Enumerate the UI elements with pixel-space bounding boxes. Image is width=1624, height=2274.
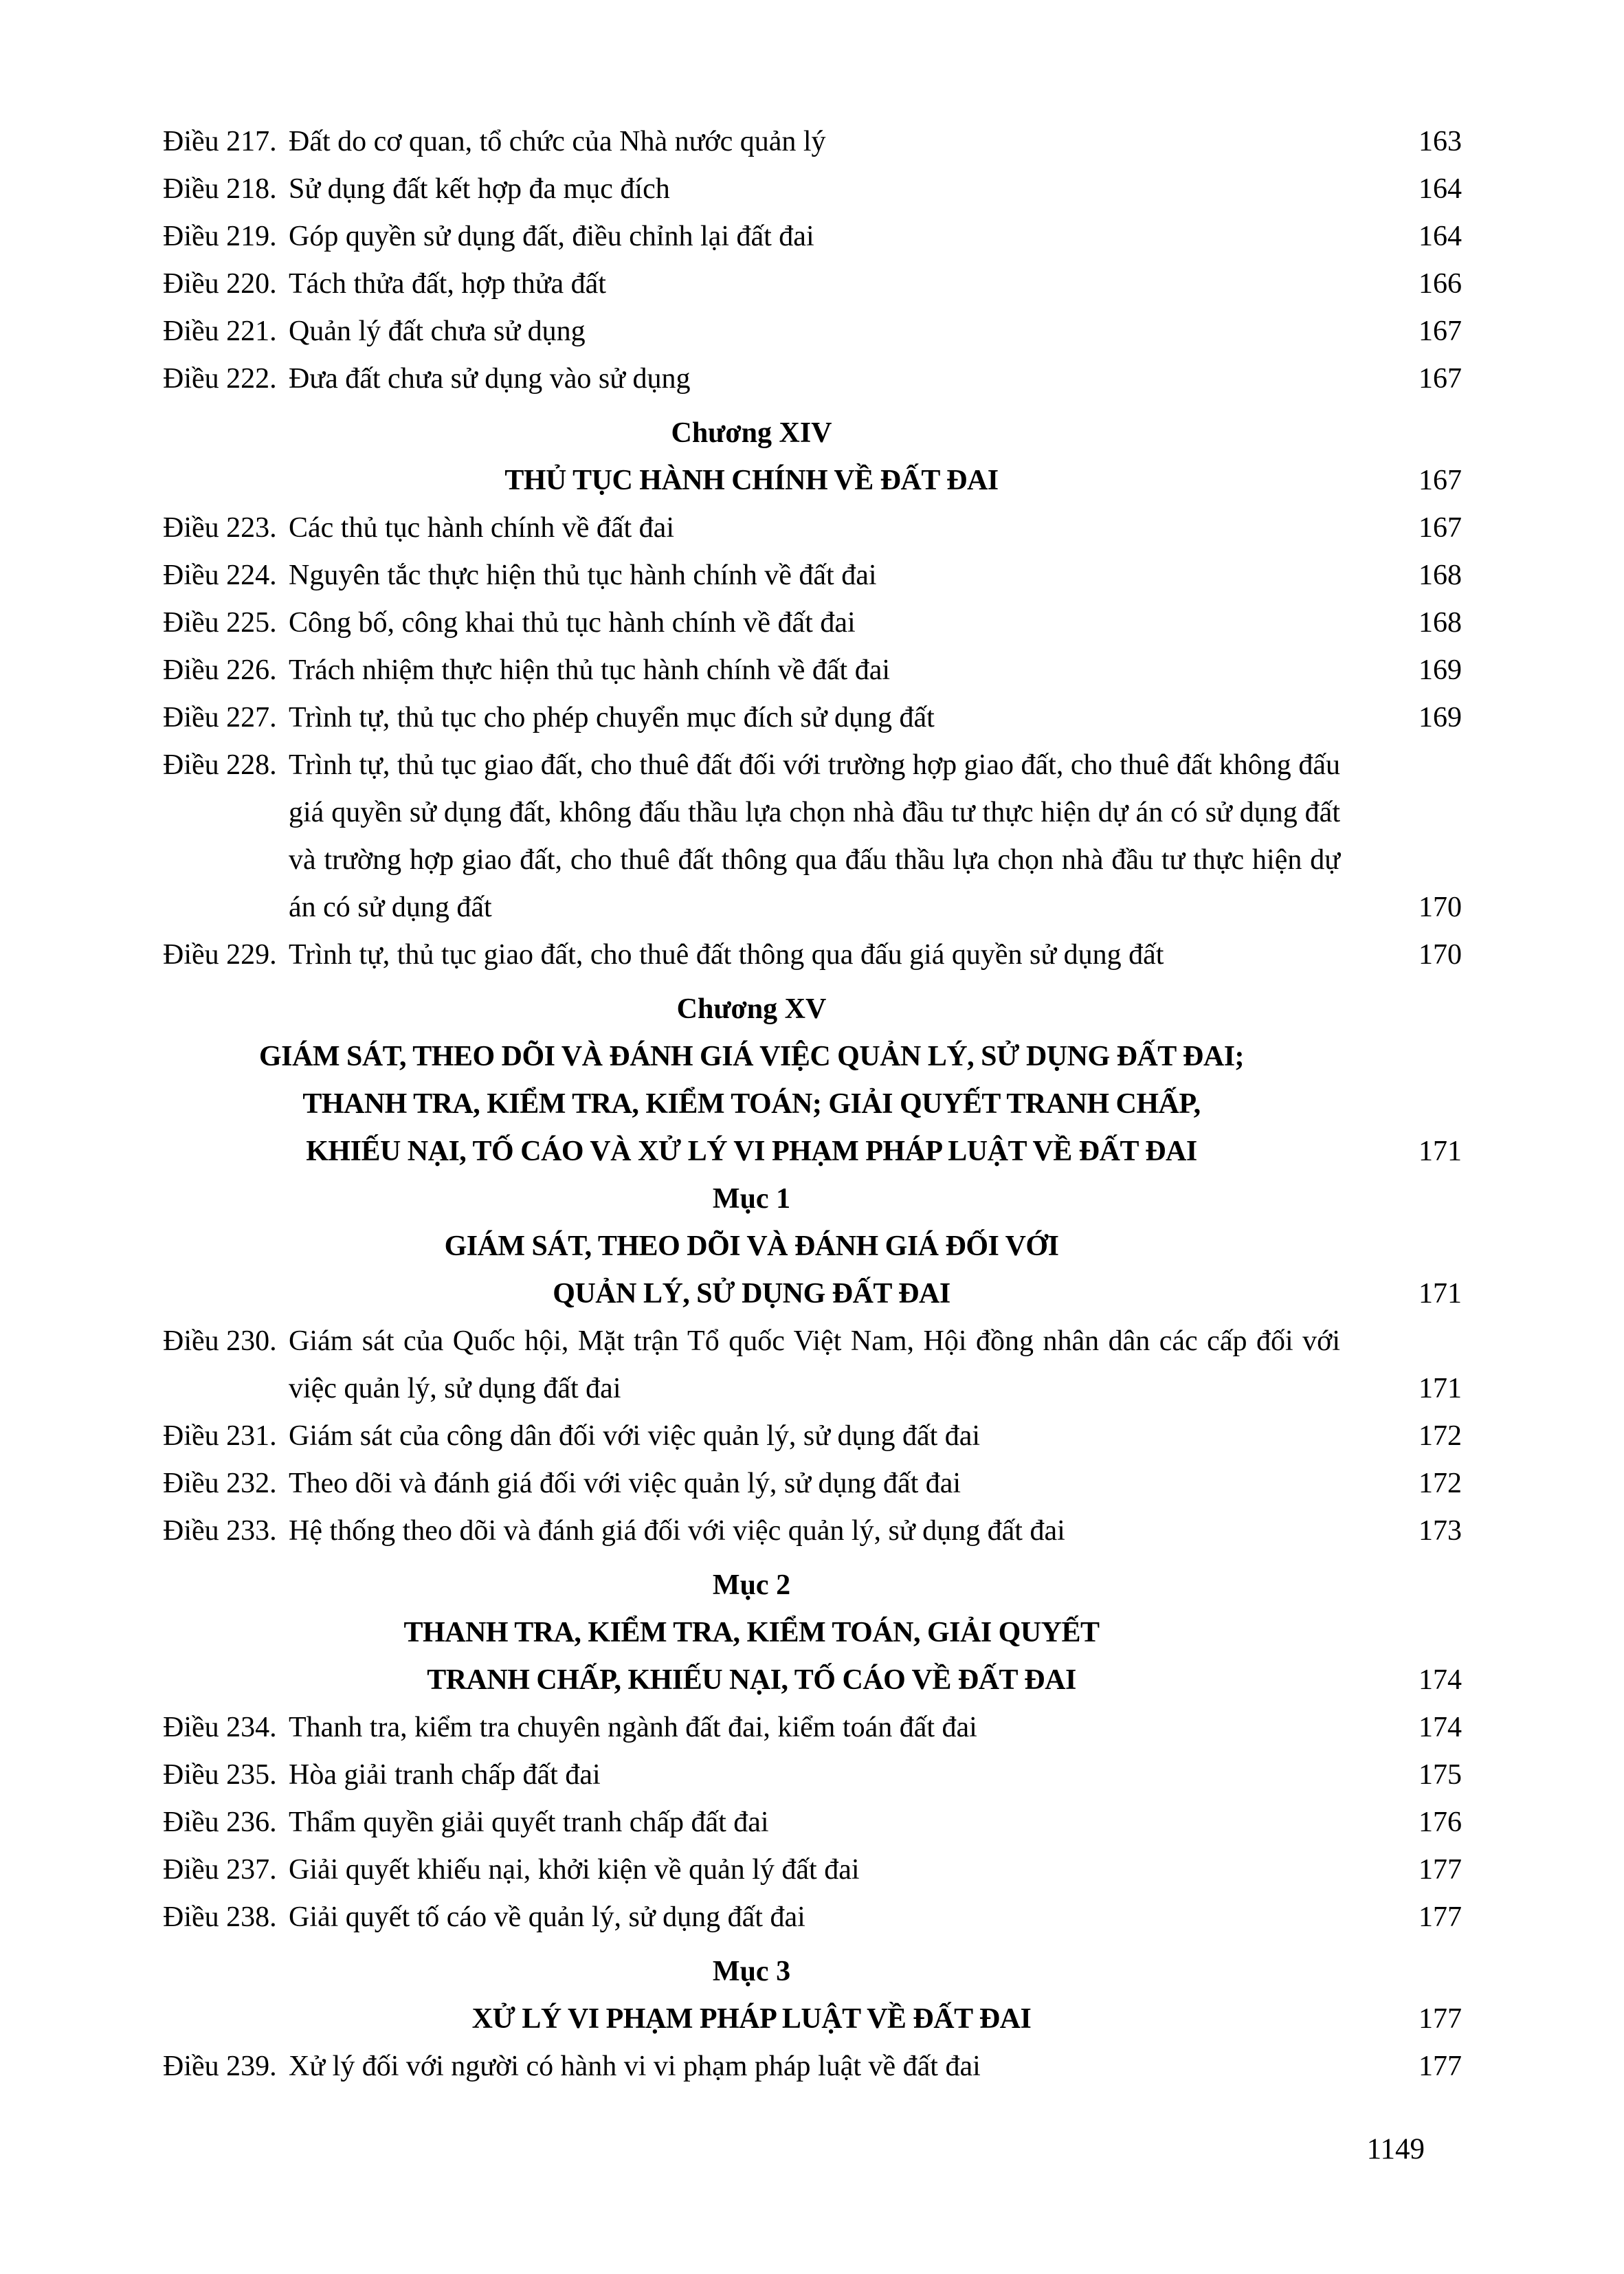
- entry-title: Các thủ tục hành chính về đất đai: [289, 512, 674, 544]
- entry-title: Công bố, công khai thủ tục hành chính về đất đai: [289, 607, 856, 639]
- entry-label: Điều 223.: [163, 512, 277, 544]
- entry-label: Điều 236.: [163, 1807, 277, 1838]
- entry-main: [163, 1799, 1340, 1846]
- entry-main: [163, 2043, 1340, 2090]
- section-heading: [163, 1223, 1462, 1318]
- entry-title: Trách nhiệm thực hiện thủ tục hành chính về đất đai: [289, 654, 891, 686]
- entry-title: Góp quyền sử dụng đất, điều chỉnh lại đất đai: [289, 221, 814, 252]
- toc-entry: [163, 552, 1462, 599]
- entry-page: 167: [1419, 512, 1462, 544]
- heading-line: THỦ TỤC HÀNH CHÍNH VỀ ĐẤT ĐAI: [504, 465, 999, 496]
- entry-title: Giải quyết tố cáo về quản lý, sử dụng đất đai: [289, 1901, 805, 1933]
- entry-main: [163, 308, 1340, 355]
- entry-label: Điều 238.: [163, 1901, 277, 1933]
- toc-entry: [163, 1508, 1462, 1555]
- toc-entry: [163, 1413, 1462, 1460]
- section-heading: [163, 1996, 1462, 2043]
- section-kicker: [163, 1562, 1462, 1609]
- entry-label: Điều 235.: [163, 1759, 277, 1791]
- section-heading: [163, 1609, 1462, 1704]
- entry-label: Điều 226.: [163, 654, 277, 686]
- toc-entry: [163, 1799, 1462, 1846]
- heading-page: 171: [1419, 1278, 1462, 1310]
- chapter-kicker-label: Chương XV: [676, 993, 827, 1025]
- entry-label: Điều 233.: [163, 1515, 277, 1547]
- section-kicker: [163, 1948, 1462, 1996]
- toc-entry: [163, 1894, 1462, 1941]
- toc-entry: [163, 1704, 1462, 1752]
- section-title: [163, 1996, 1340, 2043]
- entry-label: Điều 237.: [163, 1854, 277, 1886]
- toc-entry: [163, 118, 1462, 166]
- entry-title: Đất do cơ quan, tổ chức của Nhà nước quản lý: [289, 126, 826, 157]
- heading-page: 167: [1419, 465, 1462, 496]
- toc-entry: [163, 1318, 1462, 1413]
- entry-page: 177: [1419, 1854, 1462, 1886]
- toc-entry: [163, 599, 1462, 647]
- entry-label: Điều 239.: [163, 2051, 277, 2082]
- toc-entry: [163, 355, 1462, 403]
- entry-page: 177: [1419, 2051, 1462, 2082]
- toc-entry: [163, 308, 1462, 355]
- heading-line: THANH TRA, KIỂM TRA, KIỂM TOÁN; GIẢI QUYẾT TRANH CHẤP,: [302, 1088, 1201, 1120]
- entry-main: [163, 1752, 1340, 1799]
- chapter-kicker: [163, 410, 1462, 457]
- heading-line: KHIẾU NẠI, TỐ CÁO VÀ XỬ LÝ VI PHẠM PHÁP LUẬT VỀ ĐẤT ĐAI: [306, 1136, 1197, 1167]
- entry-title: Theo dõi và đánh giá đối với việc quản lý, sử dụng đất đai: [289, 1468, 961, 1499]
- chapter-heading: [163, 1033, 1462, 1175]
- heading-line: QUẢN LÝ, SỬ DỤNG ĐẤT ĐAI: [553, 1278, 950, 1310]
- entry-title: Nguyên tắc thực hiện thủ tục hành chính về đất đai: [289, 560, 877, 591]
- section-kicker-label: Mục 1: [712, 1183, 791, 1215]
- toc-entry: [163, 647, 1462, 694]
- chapter-kicker: [163, 986, 1462, 1033]
- entry-main: [163, 355, 1340, 403]
- section-kicker: [163, 1175, 1462, 1223]
- heading-page: 177: [1419, 2003, 1462, 2035]
- entry-page: 167: [1419, 316, 1462, 347]
- entry-page: 177: [1419, 1901, 1462, 1933]
- entry-main: [163, 166, 1340, 213]
- entry-page: 172: [1419, 1420, 1462, 1452]
- chapter-title: [163, 457, 1340, 505]
- entry-title: Quản lý đất chưa sử dụng: [289, 316, 586, 347]
- toc-entry: [163, 505, 1462, 552]
- toc-entry: [163, 213, 1462, 261]
- entry-main: [163, 1508, 1340, 1555]
- toc-entry: [163, 931, 1462, 979]
- entry-main: [163, 931, 1340, 979]
- entry-page: 164: [1419, 173, 1462, 205]
- toc-entry: [163, 1752, 1462, 1799]
- entry-main: [163, 1704, 1340, 1752]
- entry-main: [163, 599, 1340, 647]
- heading-line: XỬ LÝ VI PHẠM PHÁP LUẬT VỀ ĐẤT ĐAI: [471, 2003, 1032, 2035]
- entry-main: [163, 1413, 1340, 1460]
- entry-title: Trình tự, thủ tục cho phép chuyển mục đích sử dụng đất: [289, 702, 935, 733]
- chapter-title: [163, 1033, 1340, 1175]
- entry-title: Thanh tra, kiểm tra chuyên ngành đất đai, kiểm toán đất đai: [289, 1712, 977, 1743]
- entry-label: Điều 218.: [163, 173, 277, 205]
- entry-page: 163: [1419, 126, 1462, 157]
- entry-page: 176: [1419, 1807, 1462, 1838]
- entry-page: 168: [1419, 560, 1462, 591]
- entry-main: [163, 647, 1340, 694]
- entry-main: [163, 552, 1340, 599]
- toc: [163, 118, 1462, 2090]
- entry-page: 167: [1419, 363, 1462, 395]
- entry-label: Điều 227.: [163, 702, 277, 733]
- heading-page: 174: [1419, 1664, 1462, 1696]
- chapter-heading: [163, 457, 1462, 505]
- entry-main: [163, 742, 1340, 931]
- heading-line: GIÁM SÁT, THEO DÕI VÀ ĐÁNH GIÁ ĐỐI VỚI: [444, 1230, 1059, 1262]
- entry-label: Điều 220.: [163, 268, 277, 300]
- entry-label: Điều 224.: [163, 560, 277, 591]
- entry-main: [163, 213, 1340, 261]
- entry-page: 169: [1419, 654, 1462, 686]
- entry-title: Đưa đất chưa sử dụng vào sử dụng: [289, 363, 691, 395]
- heading-page: 171: [1419, 1136, 1462, 1167]
- entry-title: Hòa giải tranh chấp đất đai: [289, 1759, 601, 1791]
- heading-line: GIÁM SÁT, THEO DÕI VÀ ĐÁNH GIÁ VIỆC QUẢN LÝ, SỬ DỤNG ĐẤT ĐAI;: [258, 1041, 1245, 1072]
- entry-main: [163, 261, 1340, 308]
- toc-entry: [163, 742, 1462, 931]
- entry-page: 170: [1419, 892, 1462, 923]
- entry-main: [163, 694, 1340, 742]
- entry-title: Trình tự, thủ tục giao đất, cho thuê đất đối với trường hợp giao đất, cho thuê đất không đấu giá quyền sử dụng đất, không đấu thầu lựa chọn nhà đầu tư thực hiện dự án có sử dụng đất và trường hợp giao đất, cho thuê đất thông qua đấu thầu lựa chọn nhà đầu tư thực hiện dự án có sử dụng đất: [289, 749, 1340, 923]
- page-number-footer: 1149: [1366, 2133, 1425, 2165]
- entry-title: Xử lý đối với người có hành vi vi phạm pháp luật về đất đai: [289, 2051, 981, 2082]
- entry-label: Điều 221.: [163, 316, 277, 347]
- entry-title: Giải quyết khiếu nại, khởi kiện về quản lý đất đai: [289, 1854, 860, 1886]
- toc-entry: [163, 166, 1462, 213]
- toc-entry: [163, 261, 1462, 308]
- heading-line: TRANH CHẤP, KHIẾU NẠI, TỐ CÁO VỀ ĐẤT ĐAI: [427, 1664, 1076, 1696]
- entry-main: [163, 1318, 1340, 1413]
- entry-label: Điều 230.: [163, 1325, 277, 1357]
- entry-page: 170: [1419, 939, 1462, 971]
- entry-title: Tách thửa đất, hợp thửa đất: [289, 268, 606, 300]
- toc-entry: [163, 1460, 1462, 1508]
- entry-title: Giám sát của công dân đối với việc quản lý, sử dụng đất đai: [289, 1420, 981, 1452]
- entry-title: Thẩm quyền giải quyết tranh chấp đất đai: [289, 1807, 769, 1838]
- entry-page: 171: [1419, 1373, 1462, 1404]
- entry-label: Điều 228.: [163, 749, 277, 781]
- entry-page: 173: [1419, 1515, 1462, 1547]
- toc-entry: [163, 1846, 1462, 1894]
- entry-main: [163, 1460, 1340, 1508]
- entry-main: [163, 505, 1340, 552]
- heading-line: THANH TRA, KIỂM TRA, KIỂM TOÁN, GIẢI QUYẾT: [403, 1617, 1100, 1648]
- entry-main: [163, 1894, 1340, 1941]
- entry-label: Điều 234.: [163, 1712, 277, 1743]
- entry-main: [163, 1846, 1340, 1894]
- section-title: [163, 1223, 1340, 1318]
- section-kicker-label: Mục 3: [712, 1956, 791, 1987]
- entry-title: Hệ thống theo dõi và đánh giá đối với việc quản lý, sử dụng đất đai: [289, 1515, 1065, 1547]
- entry-page: 174: [1419, 1712, 1462, 1743]
- entry-label: Điều 225.: [163, 607, 277, 639]
- entry-label: Điều 219.: [163, 221, 277, 252]
- entry-label: Điều 232.: [163, 1468, 277, 1499]
- entry-label: Điều 229.: [163, 939, 277, 971]
- entry-title: Giám sát của Quốc hội, Mặt trận Tổ quốc Việt Nam, Hội đồng nhân dân các cấp đối với việc quản lý, sử dụng đất đai: [289, 1325, 1340, 1404]
- toc-entry: [163, 2043, 1462, 2090]
- entry-page: 164: [1419, 221, 1462, 252]
- entry-page: 169: [1419, 702, 1462, 733]
- section-title: [163, 1609, 1340, 1704]
- entry-label: Điều 231.: [163, 1420, 277, 1452]
- entry-title: Trình tự, thủ tục giao đất, cho thuê đất thông qua đấu giá quyền sử dụng đất: [289, 939, 1164, 971]
- entry-page: 172: [1419, 1468, 1462, 1499]
- section-kicker-label: Mục 2: [712, 1569, 791, 1601]
- entry-main: [163, 118, 1340, 166]
- toc-entry: [163, 694, 1462, 742]
- entry-page: 175: [1419, 1759, 1462, 1791]
- chapter-kicker-label: Chương XIV: [671, 417, 832, 449]
- entry-page: 168: [1419, 607, 1462, 639]
- entry-label: Điều 222.: [163, 363, 277, 395]
- entry-page: 166: [1419, 268, 1462, 300]
- entry-title: Sử dụng đất kết hợp đa mục đích: [289, 173, 670, 205]
- entry-label: Điều 217.: [163, 126, 277, 157]
